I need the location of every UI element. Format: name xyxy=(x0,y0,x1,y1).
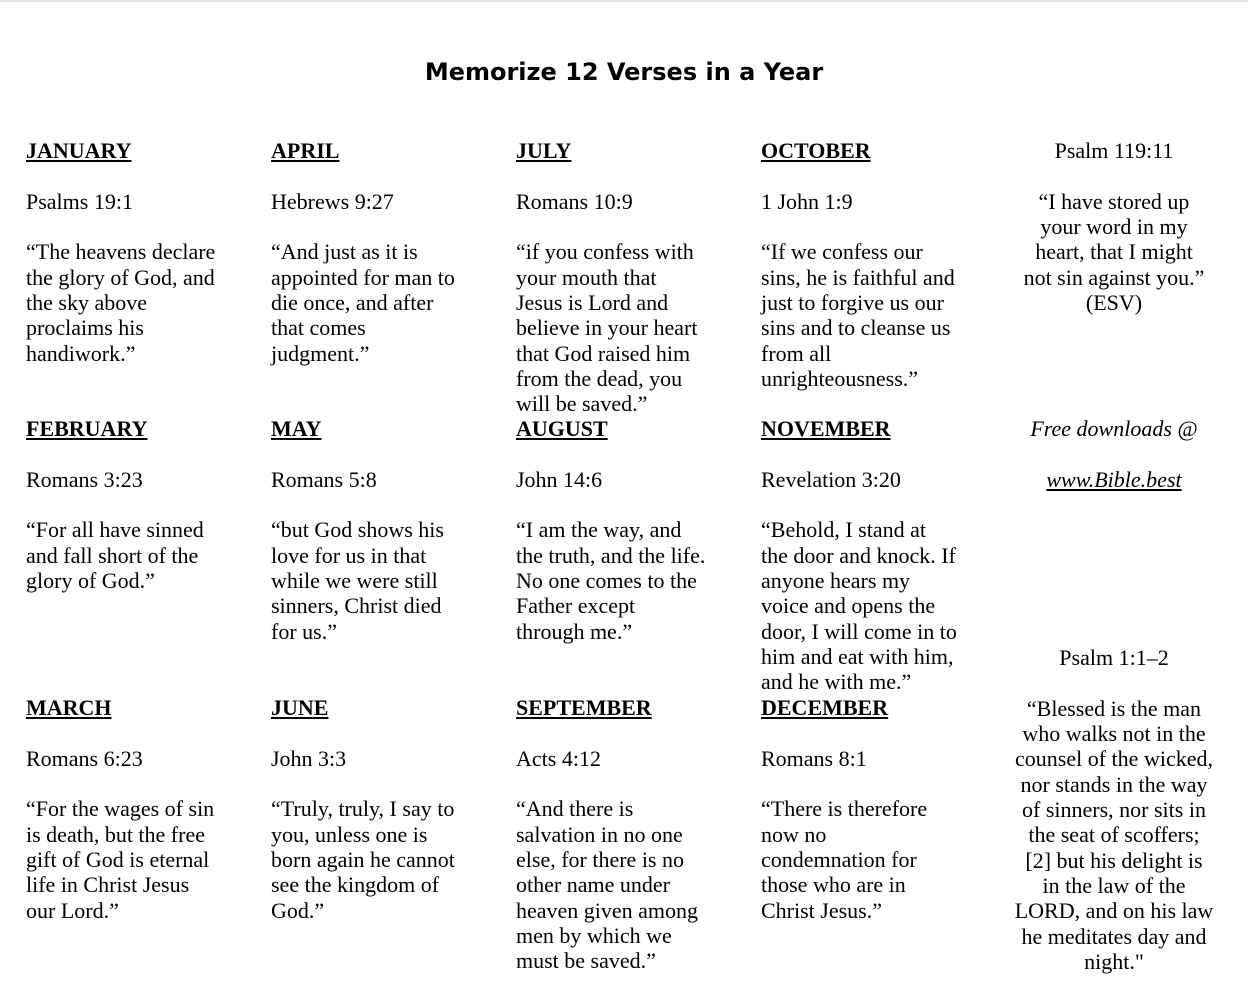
month-card-december xyxy=(761,670,979,948)
month-card-may xyxy=(271,391,489,669)
verse-reference: 1 John 1:9 xyxy=(761,188,853,214)
month-heading: APRIL xyxy=(271,138,340,164)
website-link[interactable]: www.Bible.best xyxy=(1046,466,1182,492)
sidebar-psalm-1 xyxy=(1003,620,1225,999)
verse-reference: Romans 8:1 xyxy=(761,745,867,771)
month-heading: JUNE xyxy=(271,695,329,721)
downloads-text: Free downloads @ xyxy=(1030,416,1198,442)
month-card-march xyxy=(26,670,244,948)
month-heading: MAY xyxy=(271,416,322,442)
month-heading: FEBRUARY xyxy=(26,416,148,442)
verse-text: “The heavens declare the glory of God, and the sky above proclaims his handiwork.” xyxy=(26,239,216,366)
verse-text: “I have stored up your word in my heart, that I might not sin against you.” (ESV) xyxy=(1023,188,1205,316)
month-card-april xyxy=(271,113,489,391)
verse-reference: Psalm 1:1–2 xyxy=(1059,645,1169,671)
verse-reference: John 14:6 xyxy=(516,466,603,492)
month-card-september xyxy=(516,670,734,999)
verse-reference: Romans 3:23 xyxy=(26,466,143,492)
verse-reference: Psalm 119:11 xyxy=(1054,138,1174,164)
month-heading: MARCH xyxy=(26,695,112,721)
verse-reference: Acts 4:12 xyxy=(516,745,601,771)
verse-text: “There is therefore now no condemnation for those who are in Christ Jesus.” xyxy=(761,796,928,923)
sidebar-psalm-119 xyxy=(1003,113,1225,341)
month-heading: SEPTEMBER xyxy=(516,695,652,721)
verse-text: “For all have sinned and fall short of the glory of God.” xyxy=(26,517,204,594)
verse-text: “And just as it is appointed for man to die once, and after that comes judgment.” xyxy=(271,239,455,366)
month-card-october xyxy=(761,113,979,417)
month-card-february xyxy=(26,391,244,619)
verse-reference: John 3:3 xyxy=(271,745,347,771)
month-heading: DECEMBER xyxy=(761,695,889,721)
verse-text: “And there is salvation in no one else, for there is no other name under heaven given among men by which we must be saved.” xyxy=(516,796,699,974)
page-title: Memorize 12 Verses in a Year xyxy=(424,58,824,86)
top-divider xyxy=(0,0,1248,2)
verse-text: “Truly, truly, I say to you, unless one is born again he cannot see the kingdom of God.” xyxy=(271,796,455,923)
month-card-august xyxy=(516,391,734,669)
month-heading: AUGUST xyxy=(516,416,608,442)
month-heading: NOVEMBER xyxy=(761,416,891,442)
verse-text: “Blessed is the man who walks not in the counsel of the wicked, nor stands in the way of sinners, nor sits in the seat of scoffers; [2] but his delight is in the law of the LORD, and on his law he meditates day and night." xyxy=(1014,695,1214,974)
verse-text: “If we confess our sins, he is faithful and just to forgive us our sins and to cleanse us from all unrighteousness.” xyxy=(761,239,955,391)
month-card-june xyxy=(271,670,489,948)
verse-text: “I am the way, and the truth, and the life. No one comes to the Father except through me.” xyxy=(516,517,706,644)
verse-reference: Psalms 19:1 xyxy=(26,188,133,214)
verse-text: “For the wages of sin is death, but the free gift of God is eternal life in Christ Jesus our Lord.” xyxy=(26,796,215,923)
month-heading: JULY xyxy=(516,138,572,164)
free-downloads-note xyxy=(1003,391,1225,517)
month-heading: OCTOBER xyxy=(761,138,871,164)
verse-text: “if you confess with your mouth that Jesus is Lord and believe in your heart that God raised him from the dead, you will be saved.” xyxy=(516,239,698,417)
verse-reference: Revelation 3:20 xyxy=(761,466,901,492)
verse-reference: Romans 6:23 xyxy=(26,745,143,771)
verse-reference: Romans 10:9 xyxy=(516,188,633,214)
verse-text: “but God shows his love for us in that while we were still sinners, Christ died for us.” xyxy=(271,517,444,644)
month-heading: JANUARY xyxy=(26,138,132,164)
verse-text: “Behold, I stand at the door and knock. If anyone hears my voice and opens the door, I will come in to him and eat with him, and he with me.” xyxy=(761,517,957,695)
verse-reference: Hebrews 9:27 xyxy=(271,188,394,214)
month-card-january xyxy=(26,113,244,391)
verse-reference: Romans 5:8 xyxy=(271,466,377,492)
